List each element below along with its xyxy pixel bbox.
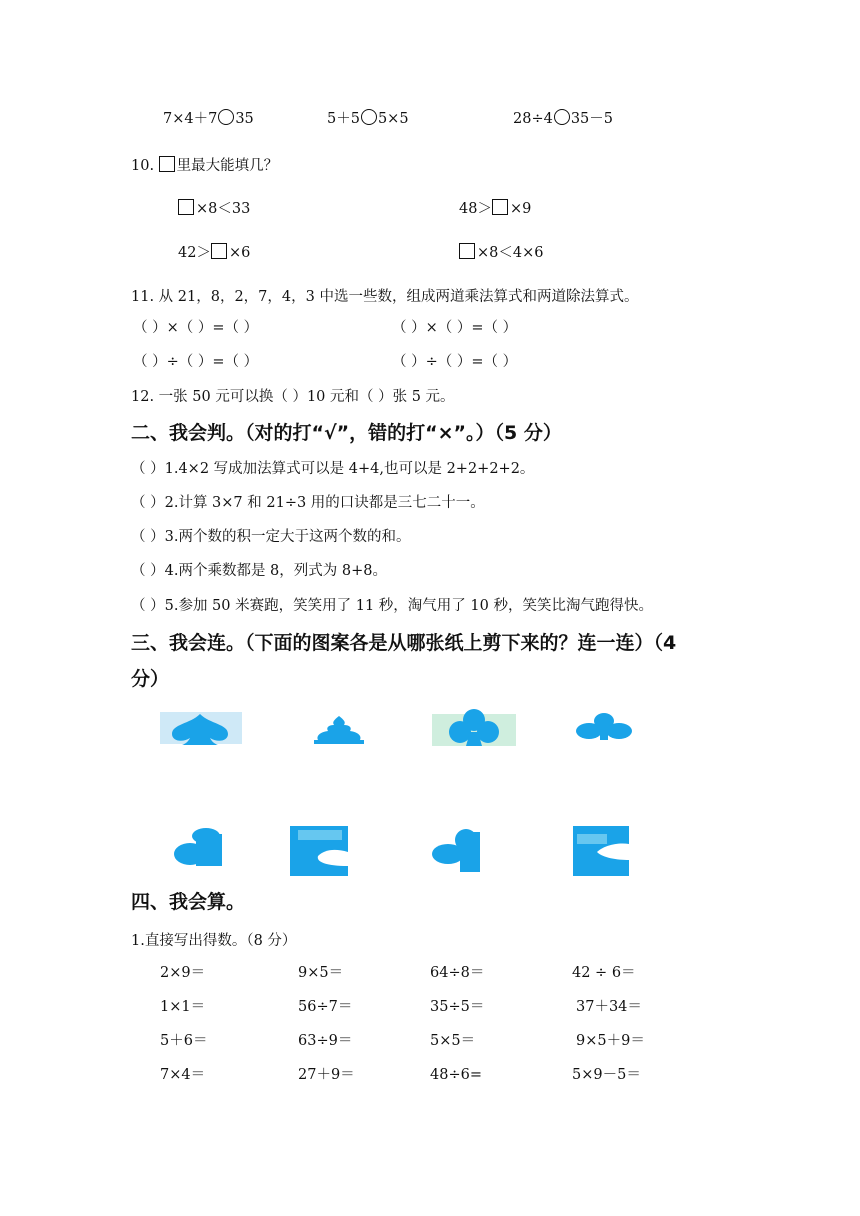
answer-box[interactable] (492, 199, 508, 215)
half-club-icon[interactable] (428, 826, 482, 876)
calc-item[interactable]: 9×5＋9＝ (576, 1033, 645, 1049)
section2-heading: 二、我会判。（对的打“√”，错的打“×”。）（5 分） (131, 422, 562, 444)
compare-circle[interactable] (218, 109, 234, 125)
section3-heading-line1: 三、我会连。（下面的图案各是从哪张纸上剪下来的？连一连）（4 (131, 632, 677, 654)
q11-mul-right[interactable]: （ ）×（ ）=（ ） (392, 320, 518, 336)
judge-item-3[interactable]: （ ）3.两个数的积一定大于这两个数的和。 (131, 529, 411, 545)
answer-box[interactable] (459, 243, 475, 259)
q10-item-4 (459, 243, 543, 263)
q10-prompt-text: 里最大能填几？ (176, 158, 279, 174)
q10-before: 42＞ (178, 245, 211, 261)
q11-div-left[interactable]: （ ）÷（ ）=（ ） (133, 354, 259, 370)
calc-item[interactable]: 63÷9＝ (298, 1033, 353, 1049)
compare-left: 5＋5 (327, 111, 360, 127)
blank-box (159, 156, 175, 172)
judge-item-5[interactable]: （ ）5.参加 50 米赛跑，笑笑用了 11 秒，淘气用了 10 秒，笑笑比淘气跑得快。 (131, 598, 653, 614)
q10-after: ×8＜33 (196, 201, 251, 217)
compare-item-1 (163, 109, 254, 129)
calc-item[interactable]: 7×4＝ (160, 1067, 206, 1083)
compare-left: 28÷4 (513, 111, 553, 127)
compare-item-2 (327, 109, 409, 129)
cut-paper-icon[interactable] (573, 826, 631, 878)
section4-heading: 四、我会算。 (131, 891, 246, 913)
calc-item[interactable]: 56÷7＝ (298, 999, 353, 1015)
section3-heading-line2: 分） (131, 668, 170, 690)
calc-item[interactable]: 1×1＝ (160, 999, 206, 1015)
q10-before: 48＞ (459, 201, 492, 217)
calc-item[interactable]: 48÷6= (430, 1067, 482, 1083)
judge-item-4[interactable]: （ ）4.两个乘数都是 8，列式为 8+8。 (131, 563, 387, 579)
tree-icon[interactable] (310, 714, 368, 746)
compare-circle[interactable] (554, 109, 570, 125)
q12-text: 12. 一张 50 元可以换（ ）10 元和（ ）张 5 元。 (131, 389, 455, 405)
calc-item[interactable]: 5×5＝ (430, 1033, 476, 1049)
calc-item[interactable]: 35÷5＝ (430, 999, 485, 1015)
judge-item-1[interactable]: （ ）1.4×2 写成加法算式可以是 4+4,也可以是 2+2+2+2。 (131, 461, 535, 477)
q10-item-1 (178, 199, 250, 219)
q11-div-right[interactable]: （ ）÷（ ）=（ ） (392, 354, 518, 370)
cut-paper-icon[interactable] (290, 826, 350, 878)
calc-item[interactable]: 42 ÷ 6＝ (572, 965, 636, 981)
q11-prompt: 11. 从 21，8，2，7，4，3 中选一些数，组成两道乘法算式和两道除法算式。 (131, 289, 639, 305)
club-icon[interactable] (432, 708, 516, 748)
calc-item[interactable]: 5×9－5＝ (572, 1067, 641, 1083)
q10-after: ×9 (509, 201, 532, 217)
q10-prompt (131, 156, 278, 176)
compare-item-3 (513, 109, 613, 129)
calc-item[interactable]: 5＋6＝ (160, 1033, 208, 1049)
q10-item-3 (178, 243, 250, 263)
answer-box[interactable] (178, 199, 194, 215)
calc-item[interactable]: 27＋9＝ (298, 1067, 355, 1083)
q10-after: ×8＜4×6 (477, 245, 544, 261)
compare-left: 7×4＋7 (163, 111, 218, 127)
compare-right: 35－5 (570, 111, 614, 127)
compare-right: 35 (235, 111, 254, 127)
calc-item[interactable]: 9×5＝ (298, 965, 344, 981)
half-club-icon[interactable] (172, 826, 224, 870)
calc-item[interactable]: 37＋34＝ (576, 999, 642, 1015)
calc-item[interactable]: 2×9＝ (160, 965, 206, 981)
q10-after: ×6 (228, 245, 251, 261)
trefoil-icon[interactable] (570, 712, 638, 744)
q11-mul-left[interactable]: （ ）×（ ）=（ ） (133, 320, 259, 336)
compare-circle[interactable] (361, 109, 377, 125)
section4-sub: 1.直接写出得数。（8 分） (131, 933, 297, 949)
q10-number: 10. (131, 158, 155, 174)
calc-item[interactable]: 64÷8＝ (430, 965, 485, 981)
judge-item-2[interactable]: （ ）2.计算 3×7 和 21÷3 用的口诀都是三七二十一。 (131, 495, 485, 511)
compare-right: 5×5 (377, 111, 409, 127)
answer-box[interactable] (211, 243, 227, 259)
q10-item-2 (459, 199, 531, 219)
spade-icon[interactable] (160, 710, 244, 746)
